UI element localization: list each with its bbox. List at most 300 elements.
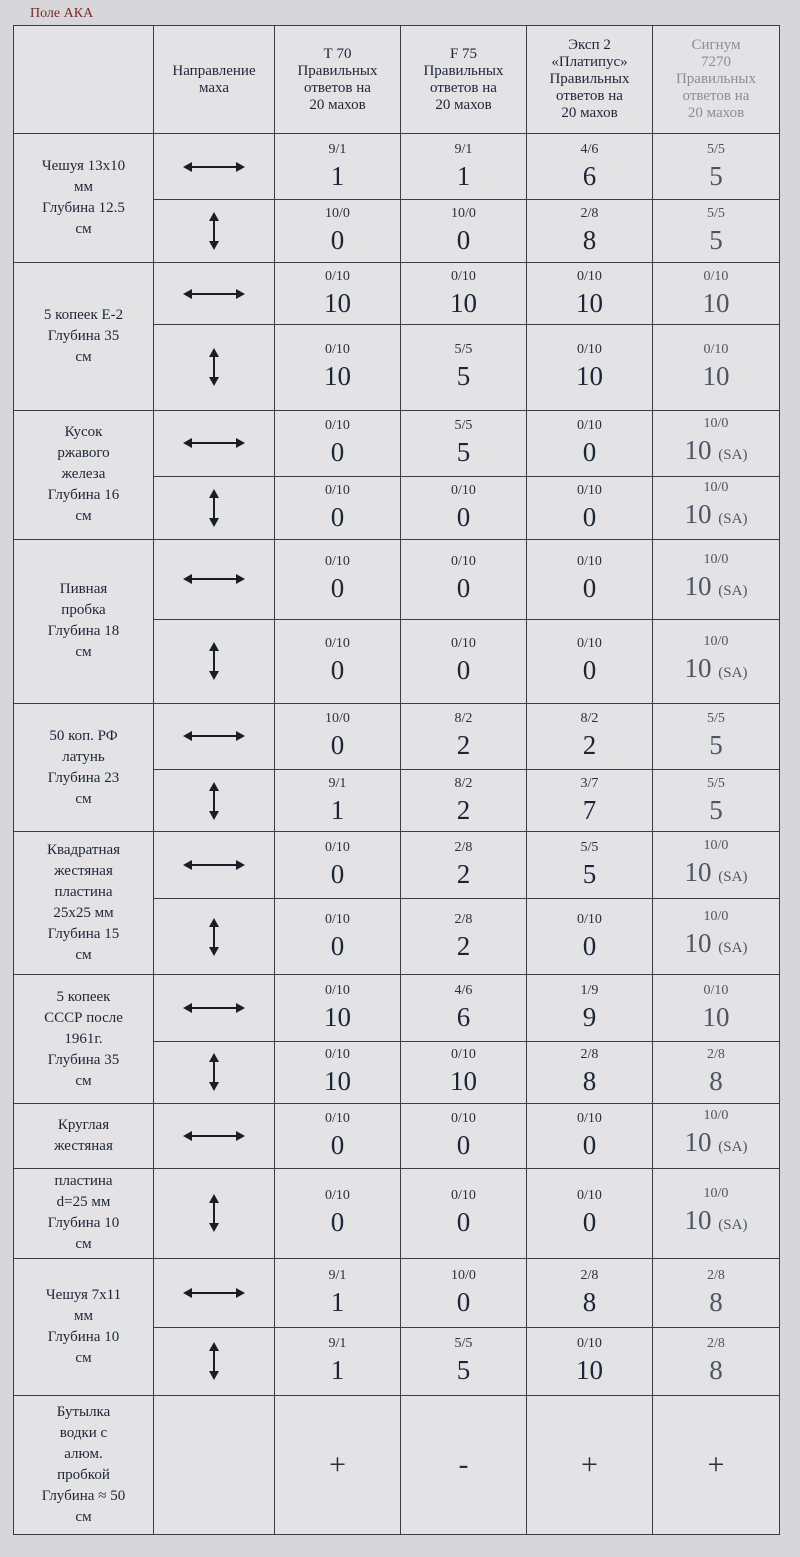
answer-ratio: 10/0	[703, 551, 729, 567]
correct-count-value: 8	[582, 225, 597, 256]
result-symbol-t70	[275, 1396, 401, 1535]
answer-ratio: 9/1	[328, 1336, 347, 1352]
correct-count-value: 10	[324, 287, 351, 318]
correct-count	[275, 286, 400, 320]
correct-count-value: 7	[582, 794, 597, 825]
answer-ratio: 9/1	[454, 141, 473, 157]
correct-count	[653, 1285, 779, 1319]
answer-ratio: 0/10	[451, 554, 476, 570]
answer-ratio: 5/5	[707, 775, 725, 791]
result-cell-signum	[653, 477, 780, 539]
correct-count-value: 9	[582, 1002, 597, 1033]
answer-ratio: 5/5	[454, 1336, 473, 1352]
result-cell-f75	[401, 1104, 527, 1168]
result-cell-f75	[401, 477, 527, 539]
answer-ratio: 5/5	[580, 840, 599, 856]
answer-ratio: 5/5	[707, 141, 725, 157]
correct-count	[275, 1205, 400, 1239]
result-cell-t70	[275, 1104, 401, 1168]
table-row	[14, 262, 780, 324]
correct-count	[527, 500, 652, 534]
correct-count	[653, 433, 779, 472]
correct-count-value: 10	[324, 1066, 351, 1097]
correct-count-value: 5	[709, 794, 723, 825]
sa-mark: (SA)	[718, 1216, 748, 1233]
correct-count	[653, 497, 779, 536]
answer-ratio: 0/10	[325, 554, 350, 570]
result-cell-f75	[401, 770, 527, 832]
correct-count-value: 1	[330, 794, 345, 825]
result-cell-platypus	[527, 325, 653, 411]
result-cell-t70	[275, 410, 401, 476]
answer-ratio: 0/10	[577, 554, 602, 570]
table-row	[14, 975, 780, 1041]
result-cell-platypus	[527, 1327, 653, 1395]
correct-count-value: 0	[330, 225, 345, 256]
result-cell-t70	[275, 1327, 401, 1395]
correct-count	[401, 793, 526, 827]
correct-count	[401, 1000, 526, 1034]
result-cell-f75	[401, 1259, 527, 1327]
answer-ratio: 0/10	[325, 983, 350, 999]
correct-count	[401, 929, 526, 963]
result-cell-t70	[275, 832, 401, 898]
result-cell-signum	[653, 410, 780, 476]
correct-count	[527, 359, 652, 393]
result-cell-f75	[401, 975, 527, 1041]
table-row	[14, 1104, 780, 1168]
result-cell-t70	[275, 539, 401, 620]
correct-count	[401, 857, 526, 891]
correct-count	[653, 1064, 779, 1098]
result-cell-signum	[653, 1041, 780, 1103]
correct-count	[401, 1205, 526, 1239]
answer-ratio: 10/0	[325, 206, 350, 222]
result-cell-signum	[653, 1104, 780, 1168]
correct-count-value: 10	[684, 1204, 712, 1235]
result-cell-platypus	[527, 477, 653, 539]
answer-ratio: 0/10	[577, 636, 602, 652]
correct-count-value: 5	[582, 859, 597, 890]
correct-count	[527, 1205, 652, 1239]
result-cell-f75	[401, 703, 527, 769]
correct-count	[275, 793, 400, 827]
correct-count-value: 1	[330, 1355, 345, 1386]
result-cell-signum	[653, 1168, 780, 1259]
answer-ratio: 5/5	[454, 418, 473, 434]
result-symbol: -	[458, 1448, 469, 1481]
correct-count-value: 8	[582, 1286, 597, 1317]
correct-count	[401, 223, 526, 257]
correct-count	[527, 793, 652, 827]
result-cell-t70	[275, 477, 401, 539]
correct-count	[653, 569, 779, 608]
correct-count-value: 0	[330, 1207, 345, 1238]
answer-ratio: 0/10	[325, 840, 350, 856]
correct-count-value: 2	[456, 859, 471, 890]
answer-ratio: 0/10	[577, 911, 602, 927]
answer-ratio: 2/8	[580, 1047, 599, 1063]
correct-count	[653, 1125, 779, 1164]
result-cell-platypus	[527, 898, 653, 974]
horizontal-double-arrow-icon	[154, 975, 275, 1041]
correct-count-value: 5	[709, 730, 723, 761]
answer-ratio: 2/8	[707, 1267, 725, 1283]
answer-ratio: 0/10	[577, 1336, 602, 1352]
correct-count	[527, 1064, 652, 1098]
header-signum: Сигнум 7270 Правильных ответов на 20 махов	[653, 26, 780, 134]
result-cell-signum	[653, 770, 780, 832]
correct-count	[653, 855, 779, 894]
result-cell-signum	[653, 620, 780, 704]
vertical-double-arrow-icon	[154, 1168, 275, 1259]
correct-count-value: 10	[684, 1127, 712, 1158]
answer-ratio: 5/5	[707, 206, 725, 222]
answer-ratio: 0/10	[451, 268, 476, 284]
answer-ratio: 10/0	[703, 480, 729, 496]
answer-ratio: 5/5	[454, 342, 473, 358]
table-row	[14, 1259, 780, 1327]
answer-ratio: 0/10	[577, 1188, 602, 1204]
table-row	[14, 134, 780, 200]
correct-count	[401, 1353, 526, 1387]
answer-ratio: 8/2	[454, 775, 473, 791]
object-label: Чешуя 7х11 мм Глубина 10 см	[14, 1259, 154, 1396]
sa-mark: (SA)	[718, 511, 748, 528]
correct-count-value: 0	[330, 859, 345, 890]
correct-count	[653, 651, 779, 690]
answer-ratio: 10/0	[703, 909, 729, 925]
correct-count	[275, 500, 400, 534]
correct-count	[275, 1353, 400, 1387]
answer-ratio: 0/10	[325, 636, 350, 652]
correct-count-value: 1	[456, 160, 471, 191]
correct-count	[527, 857, 652, 891]
result-cell-t70	[275, 770, 401, 832]
result-cell-platypus	[527, 539, 653, 620]
correct-count-value: 10	[576, 361, 603, 392]
result-cell-signum	[653, 539, 780, 620]
sa-mark: (SA)	[718, 446, 748, 463]
correct-count	[653, 1353, 779, 1387]
horizontal-double-arrow-icon	[154, 262, 275, 324]
correct-count	[401, 500, 526, 534]
sa-mark: (SA)	[718, 1139, 748, 1156]
correct-count-value: 0	[582, 655, 597, 686]
answer-ratio: 0/10	[325, 268, 350, 284]
correct-count-value: 2	[582, 730, 597, 761]
correct-count-value: 0	[456, 225, 471, 256]
result-cell-platypus	[527, 1259, 653, 1327]
result-cell-f75	[401, 325, 527, 411]
results-table	[13, 25, 780, 1535]
result-cell-signum	[653, 262, 780, 324]
result-cell-t70	[275, 1041, 401, 1103]
correct-count-value: 0	[330, 730, 345, 761]
result-cell-t70	[275, 975, 401, 1041]
correct-count-value: 0	[330, 1129, 345, 1160]
direction-cell-empty	[154, 1396, 275, 1535]
correct-count-value: 5	[456, 1355, 471, 1386]
result-cell-t70	[275, 898, 401, 974]
result-cell-f75	[401, 410, 527, 476]
result-cell-f75	[401, 1327, 527, 1395]
answer-ratio: 2/8	[707, 1336, 725, 1352]
table-row	[14, 410, 780, 476]
result-cell-f75	[401, 200, 527, 262]
correct-count	[401, 1064, 526, 1098]
answer-ratio: 10/0	[703, 633, 729, 649]
correct-count-value: 10	[684, 570, 712, 601]
correct-count	[275, 435, 400, 469]
correct-count-value: 2	[456, 794, 471, 825]
correct-count-value: 0	[330, 437, 345, 468]
result-cell-platypus	[527, 620, 653, 704]
correct-count-value: 10	[576, 1355, 603, 1386]
correct-count-value: 0	[456, 1129, 471, 1160]
result-cell-t70	[275, 262, 401, 324]
correct-count-value: 2	[456, 730, 471, 761]
result-symbol: +	[581, 1448, 598, 1481]
result-cell-platypus	[527, 703, 653, 769]
answer-ratio: 0/10	[577, 418, 602, 434]
answer-ratio: 0/10	[577, 482, 602, 498]
correct-count	[527, 653, 652, 687]
object-label: Квадратная жестяная пластина 25х25 мм Глубина 15 см	[14, 832, 154, 975]
answer-ratio: 10/0	[451, 1267, 476, 1283]
correct-count	[527, 1128, 652, 1162]
correct-count-value: 0	[456, 573, 471, 604]
correct-count-value: 10	[324, 1002, 351, 1033]
sa-mark: (SA)	[718, 664, 748, 681]
object-label: Бутылка водки с алюм. пробкой Глубина ≈ 50 см	[14, 1396, 154, 1535]
correct-count-value: 8	[582, 1066, 597, 1097]
result-cell-platypus	[527, 410, 653, 476]
correct-count	[653, 926, 779, 965]
result-cell-signum	[653, 975, 780, 1041]
correct-count-value: 2	[456, 930, 471, 961]
result-cell-signum	[653, 325, 780, 411]
result-cell-t70	[275, 200, 401, 262]
sa-mark: (SA)	[718, 940, 748, 957]
correct-count	[275, 653, 400, 687]
answer-ratio: 10/0	[325, 711, 350, 727]
correct-count	[275, 1128, 400, 1162]
answer-ratio: 0/10	[325, 911, 350, 927]
correct-count	[653, 1000, 779, 1034]
correct-count	[401, 728, 526, 762]
header-row	[14, 26, 780, 134]
horizontal-double-arrow-icon	[154, 539, 275, 620]
horizontal-double-arrow-icon	[154, 832, 275, 898]
table-row	[14, 539, 780, 620]
correct-count	[275, 223, 400, 257]
correct-count-value: 10	[684, 499, 712, 530]
vertical-double-arrow-icon	[154, 325, 275, 411]
correct-count-value: 10	[684, 928, 712, 959]
correct-count-value: 0	[330, 501, 345, 532]
correct-count-value: 8	[709, 1066, 723, 1097]
correct-count	[653, 793, 779, 827]
correct-count-value: 10	[684, 652, 712, 683]
correct-count	[275, 857, 400, 891]
result-cell-platypus	[527, 200, 653, 262]
answer-ratio: 5/5	[707, 711, 725, 727]
correct-count-value: 0	[582, 1129, 597, 1160]
object-label: пластина d=25 мм Глубина 10 см	[14, 1168, 154, 1259]
correct-count-value: 6	[456, 1002, 471, 1033]
object-label: Кусок ржавого железа Глубина 16 см	[14, 410, 154, 539]
correct-count	[653, 359, 779, 393]
correct-count-value: 10	[702, 287, 730, 318]
result-cell-t70	[275, 1259, 401, 1327]
result-cell-signum	[653, 832, 780, 898]
correct-count-value: 10	[702, 1002, 730, 1033]
answer-ratio: 0/10	[451, 482, 476, 498]
result-cell-t70	[275, 703, 401, 769]
answer-ratio: 4/6	[580, 141, 599, 157]
answer-ratio: 0/10	[451, 1047, 476, 1063]
correct-count	[653, 728, 779, 762]
answer-ratio: 0/10	[577, 342, 602, 358]
correct-count-value: 0	[582, 437, 597, 468]
answer-ratio: 10/0	[703, 837, 729, 853]
vertical-double-arrow-icon	[154, 200, 275, 262]
answer-ratio: 10/0	[703, 415, 729, 431]
correct-count	[275, 1064, 400, 1098]
answer-ratio: 0/10	[703, 268, 729, 284]
answer-ratio: 9/1	[328, 775, 347, 791]
correct-count-value: 0	[456, 501, 471, 532]
correct-count	[401, 435, 526, 469]
correct-count	[275, 1285, 400, 1319]
result-cell-f75	[401, 832, 527, 898]
result-cell-f75	[401, 1041, 527, 1103]
header-f75: F 75 Правильных ответов на 20 махов	[401, 26, 527, 134]
correct-count	[275, 159, 400, 193]
result-symbol-f75	[401, 1396, 527, 1535]
correct-count	[653, 223, 779, 257]
correct-count-value: 0	[330, 930, 345, 961]
vertical-double-arrow-icon	[154, 1041, 275, 1103]
correct-count	[401, 653, 526, 687]
result-cell-signum	[653, 703, 780, 769]
correct-count	[275, 571, 400, 605]
result-symbol-platypus	[527, 1396, 653, 1535]
result-cell-t70	[275, 620, 401, 704]
result-cell-platypus	[527, 770, 653, 832]
correct-count	[401, 159, 526, 193]
correct-count	[275, 929, 400, 963]
page-title: Поле АКА	[30, 6, 94, 21]
correct-count-value: 5	[456, 437, 471, 468]
correct-count	[527, 286, 652, 320]
result-cell-f75	[401, 262, 527, 324]
object-label: 5 копеек СССР после 1961г. Глубина 35 см	[14, 975, 154, 1104]
answer-ratio: 0/10	[451, 1188, 476, 1204]
correct-count-value: 1	[330, 1286, 345, 1317]
result-symbol: +	[329, 1448, 346, 1481]
object-label: 50 коп. РФ латунь Глубина 23 см	[14, 703, 154, 832]
answer-ratio: 10/0	[451, 206, 476, 222]
correct-count-value: 0	[582, 1207, 597, 1238]
answer-ratio: 1/9	[580, 983, 599, 999]
correct-count-value: 5	[456, 361, 471, 392]
correct-count	[527, 571, 652, 605]
header-platypus: Эксп 2 «Платипус» Правильных ответов на 20 махов	[527, 26, 653, 134]
result-cell-platypus	[527, 134, 653, 200]
result-cell-f75	[401, 134, 527, 200]
result-cell-platypus	[527, 832, 653, 898]
result-cell-f75	[401, 539, 527, 620]
correct-count	[527, 223, 652, 257]
sa-mark: (SA)	[718, 868, 748, 885]
correct-count-value: 0	[582, 501, 597, 532]
header-object	[14, 26, 154, 134]
correct-count	[401, 1128, 526, 1162]
correct-count	[401, 359, 526, 393]
answer-ratio: 4/6	[454, 983, 473, 999]
table-row	[14, 832, 780, 898]
correct-count-value: 0	[330, 655, 345, 686]
correct-count	[527, 1285, 652, 1319]
correct-count-value: 0	[582, 573, 597, 604]
result-cell-platypus	[527, 1041, 653, 1103]
answer-ratio: 2/8	[707, 1047, 725, 1063]
vertical-double-arrow-icon	[154, 620, 275, 704]
vertical-double-arrow-icon	[154, 770, 275, 832]
answer-ratio: 9/1	[328, 141, 347, 157]
answer-ratio: 10/0	[703, 1185, 729, 1201]
result-cell-platypus	[527, 1168, 653, 1259]
table-row	[14, 1168, 780, 1259]
correct-count-value: 0	[582, 930, 597, 961]
answer-ratio: 0/10	[451, 636, 476, 652]
result-cell-f75	[401, 898, 527, 974]
vertical-double-arrow-icon	[154, 898, 275, 974]
table-row	[14, 1396, 780, 1535]
result-cell-f75	[401, 620, 527, 704]
answer-ratio: 9/1	[328, 1267, 347, 1283]
answer-ratio: 0/10	[325, 1188, 350, 1204]
correct-count	[527, 159, 652, 193]
object-label: 5 копеек Е-2 Глубина 35 см	[14, 262, 154, 410]
answer-ratio: 0/10	[325, 342, 350, 358]
answer-ratio: 0/10	[325, 418, 350, 434]
answer-ratio: 0/10	[703, 983, 729, 999]
vertical-double-arrow-icon	[154, 477, 275, 539]
sa-mark: (SA)	[718, 582, 748, 599]
object-label: Чешуя 13х10 мм Глубина 12.5 см	[14, 134, 154, 263]
answer-ratio: 0/10	[703, 342, 729, 358]
result-cell-t70	[275, 134, 401, 200]
table-row	[14, 703, 780, 769]
correct-count-value: 0	[456, 1286, 471, 1317]
correct-count-value: 6	[582, 160, 597, 191]
correct-count-value: 5	[709, 160, 723, 191]
correct-count-value: 0	[456, 655, 471, 686]
result-cell-signum	[653, 1327, 780, 1395]
answer-ratio: 2/8	[580, 206, 599, 222]
horizontal-double-arrow-icon	[154, 410, 275, 476]
correct-count-value: 1	[330, 160, 345, 191]
horizontal-double-arrow-icon	[154, 1259, 275, 1327]
answer-ratio: 8/2	[454, 711, 473, 727]
answer-ratio: 3/7	[580, 775, 599, 791]
result-cell-signum	[653, 200, 780, 262]
correct-count	[401, 571, 526, 605]
correct-count-value: 8	[709, 1286, 723, 1317]
